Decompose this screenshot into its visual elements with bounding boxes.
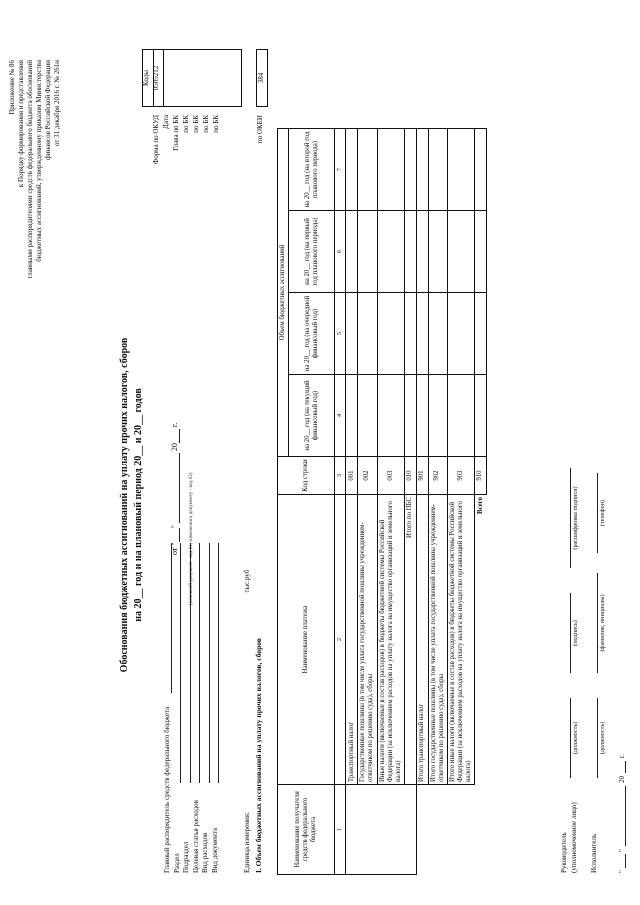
- amount-cell[interactable]: [377, 128, 404, 210]
- title-line-2: на 20__ год и на плановый период 20__ и 20__ годов: [132, 388, 144, 622]
- payment-name: Государственные пошлины (в том числе уплата государственной пошлины учреждением-ответчиком по решению суда), сборы: [358, 495, 377, 785]
- amount-cell[interactable]: [475, 211, 486, 293]
- caption-decoding: (расшифровка подписи): [572, 486, 579, 550]
- total-row: [416, 47, 428, 874]
- code-label: Глава по БК: [172, 115, 180, 151]
- sign-date-year-prefix: 20: [618, 776, 626, 783]
- code-row: [192, 49, 202, 249]
- column-number: 5: [335, 293, 346, 375]
- header-code: Код строки: [278, 457, 335, 495]
- amount-cell[interactable]: [405, 293, 416, 375]
- requisite-field[interactable]: [182, 543, 191, 783]
- column-number: 6: [335, 211, 346, 293]
- head-position-field[interactable]: [563, 698, 571, 778]
- amount-cell[interactable]: [358, 211, 377, 293]
- requisite-field[interactable]: [192, 543, 201, 783]
- appendix-line: финансов Российской Федерации: [44, 60, 53, 160]
- amount-cell[interactable]: [346, 211, 358, 293]
- sign-date-open-quote: ": [618, 870, 626, 873]
- unit-value: тыс.руб: [243, 569, 251, 593]
- amount-cell[interactable]: [405, 211, 416, 293]
- codes-column: [142, 49, 222, 249]
- unit-of-measure: [243, 570, 252, 873]
- date-close-quote: ": [170, 525, 179, 529]
- code-label: Форма по ОКУД: [152, 115, 160, 165]
- executor-position-field[interactable]: [590, 698, 598, 778]
- date-year-field[interactable]: [172, 429, 180, 443]
- requisite-label: Вид документа: [210, 827, 219, 873]
- date-year-suffix: г.: [170, 422, 179, 428]
- code-row: [172, 49, 182, 249]
- amount-cell[interactable]: [447, 293, 474, 375]
- code-row: [152, 49, 162, 249]
- amount-cell[interactable]: [475, 128, 486, 210]
- amount-cell[interactable]: [428, 293, 447, 375]
- requisite-label: Целевая статья расходов: [191, 800, 200, 873]
- amount-cell[interactable]: [346, 128, 358, 210]
- grand-total-row: [475, 47, 486, 874]
- requisite-field[interactable]: [173, 543, 182, 783]
- header-payment: Наименование платежа: [278, 495, 335, 785]
- date-month-field[interactable]: [172, 453, 180, 523]
- executor-name-field[interactable]: [590, 573, 598, 673]
- appendix-line: бюджетных ассигнований, утвержденному приказом Министерства: [35, 60, 44, 262]
- grand-total-label: Всего: [476, 497, 484, 514]
- amount-cell[interactable]: [358, 293, 377, 375]
- executor-phone-field[interactable]: [590, 473, 598, 553]
- appendix-line: Приложение № 86: [8, 60, 16, 115]
- appendix-line: главными распорядителями средств федерального бюджета обоснований: [26, 60, 35, 279]
- requisite-field[interactable]: [201, 543, 210, 783]
- amount-cell[interactable]: [447, 128, 474, 210]
- amount-cell[interactable]: [428, 128, 447, 210]
- amount-cell[interactable]: [416, 375, 428, 457]
- okei-value: 384: [256, 49, 268, 107]
- head-sublabel: (уполномоченное лицо): [570, 802, 578, 873]
- code-label: по БК: [212, 115, 220, 133]
- code-value: 0505212: [152, 65, 160, 91]
- budget-allocation-table: [277, 47, 487, 875]
- code-label: по БК: [182, 115, 190, 133]
- amount-cell[interactable]: [416, 211, 428, 293]
- requisite-label: Подраздел: [182, 841, 190, 873]
- total-name: Итого транспортный налог: [416, 495, 428, 785]
- sign-date-year-field[interactable]: [618, 761, 626, 773]
- row-code: 010: [405, 457, 416, 495]
- recipient-cell[interactable]: [346, 785, 416, 875]
- document-type-note: (основной документ - код 01; изменения к документу - код 02): [189, 472, 194, 605]
- requisite-row: [211, 643, 221, 873]
- row-code: 003: [377, 457, 404, 495]
- sign-date-g: г.: [618, 754, 626, 758]
- amount-cell[interactable]: [416, 128, 428, 210]
- amount-cell[interactable]: [358, 375, 377, 457]
- caption-signature: (подпись): [572, 620, 579, 646]
- total-row: [447, 47, 474, 874]
- amount-cell[interactable]: [447, 375, 474, 457]
- head-decoding-field[interactable]: [563, 468, 571, 568]
- total-row: [428, 47, 447, 874]
- header-year-current: на 20__ год (на текущий финансовый год): [289, 375, 335, 457]
- caption-name: (фамилия, инициалы): [599, 594, 606, 652]
- requisite-field[interactable]: [163, 543, 172, 693]
- codes-header-row: [142, 49, 152, 249]
- requisite-label: Главный распорядитель средств федерального бюджета: [163, 706, 171, 873]
- amount-cell[interactable]: [377, 293, 404, 375]
- requisite-row: [192, 643, 202, 873]
- okei-row: [256, 49, 268, 249]
- row-code: 910: [475, 457, 486, 495]
- date-year-prefix: 20: [170, 443, 179, 452]
- unit-label: Единица измерения:: [243, 812, 251, 873]
- amount-cell[interactable]: [447, 211, 474, 293]
- amount-cell[interactable]: [358, 128, 377, 210]
- table-row: [346, 47, 358, 874]
- document-title: [118, 225, 145, 785]
- header-recipient: Наименование получателя средств федерального бюджета: [278, 785, 335, 875]
- amount-cell[interactable]: [377, 375, 404, 457]
- document-date: [170, 423, 180, 555]
- total-name: Итого иные налоги (включаемые в состав расходов) в бюджеты бюджетной системы Российской Федерации (за исключением расходов на уплату налога на имущество организаций и земельного налога): [447, 495, 474, 785]
- executor-label: Исполнитель: [590, 833, 598, 873]
- amount-cell[interactable]: [405, 375, 416, 457]
- column-numbers-row: [335, 47, 346, 874]
- row-code: 903: [447, 457, 474, 495]
- section-title: I. Объем бюджетных ассигнований на уплату прочих налогов, сборов: [254, 638, 263, 873]
- date-open-quote: от ": [170, 542, 179, 555]
- requisite-row: [182, 643, 192, 873]
- requisite-field[interactable]: [211, 543, 220, 783]
- code-row: [212, 49, 222, 249]
- requisites-block: [163, 643, 220, 873]
- caption-position: (должность): [599, 721, 606, 755]
- amount-cell[interactable]: [405, 128, 416, 210]
- amount-cell[interactable]: [416, 293, 428, 375]
- payment-name: Транспортный налог: [346, 495, 358, 785]
- sign-date-month-field[interactable]: [618, 786, 626, 846]
- sign-date-close-quote: ": [618, 849, 626, 852]
- column-number: 3: [335, 457, 346, 495]
- appendix-line: от 31 декабря 2016 г. № 261н: [53, 60, 62, 147]
- total-name: Итого государственные пошлины (в том числе уплата государственной пошлины учреждением-ответчиком по решению суда), сборы: [428, 495, 447, 785]
- codes-header: Коды: [142, 70, 150, 86]
- table-row: [358, 47, 377, 874]
- row-code: 002: [358, 457, 377, 495]
- column-number: 1: [335, 785, 346, 875]
- column-number: 4: [335, 375, 346, 457]
- amount-cell[interactable]: [346, 293, 358, 375]
- appendix-line: к Порядку формирования и представления: [17, 60, 26, 188]
- code-label: Дата: [162, 115, 170, 129]
- header-volume: Объем бюджетных ассигнований: [278, 128, 289, 456]
- date-day-field[interactable]: [172, 528, 180, 542]
- code-row: [182, 49, 192, 249]
- code-row: [162, 49, 172, 249]
- appendix-note: [8, 60, 63, 360]
- header-year-plan-1: на 20__ год (на первый год планового периода): [289, 211, 335, 293]
- column-number: 2: [335, 495, 346, 785]
- row-code: 001: [346, 457, 358, 495]
- sign-date-day-field[interactable]: [618, 854, 626, 868]
- code-label: по БК: [192, 115, 200, 133]
- amount-cell[interactable]: [428, 375, 447, 457]
- column-number: 7: [335, 128, 346, 210]
- amount-cell[interactable]: [346, 375, 358, 457]
- amount-cell[interactable]: [475, 293, 486, 375]
- requisite-row: [173, 643, 183, 873]
- caption-position: (должность): [572, 721, 579, 755]
- amount-cell[interactable]: [377, 211, 404, 293]
- header-year-plan-2: на 20__ год (на второй год планового периода): [289, 128, 335, 210]
- header-year-next: на 20__ год (на очередной финансовый год): [289, 293, 335, 375]
- subtotal-label: Итого по ПБС: [406, 497, 414, 538]
- title-line-1: Обоснования бюджетных ассигнований на уплату прочих налогов, сборов: [119, 337, 130, 673]
- okei-label: по ОКЕИ: [256, 115, 264, 144]
- head-signature-field[interactable]: [563, 593, 571, 673]
- requisite-label: Вид расходов: [201, 832, 209, 873]
- code-label: по БК: [202, 115, 210, 133]
- caption-phone: (телефон): [599, 500, 606, 526]
- table-row: [377, 47, 404, 874]
- requisite-label: Раздел: [172, 853, 181, 873]
- subtotal-row: [405, 47, 416, 874]
- row-code: 901: [416, 457, 428, 495]
- amount-cell[interactable]: [475, 375, 486, 457]
- code-row: [202, 49, 212, 249]
- amount-cell[interactable]: [428, 211, 447, 293]
- requisite-row: [163, 643, 173, 873]
- payment-name: Иные налоги (включаемые в состав расходов) в бюджеты бюджетной системы Российской Федерации (за исключением расходов на уплату налога на имущество организаций и земельного налога): [377, 495, 404, 785]
- head-label: Руководитель: [560, 832, 568, 873]
- requisite-row: [201, 643, 211, 873]
- row-code: 902: [428, 457, 447, 495]
